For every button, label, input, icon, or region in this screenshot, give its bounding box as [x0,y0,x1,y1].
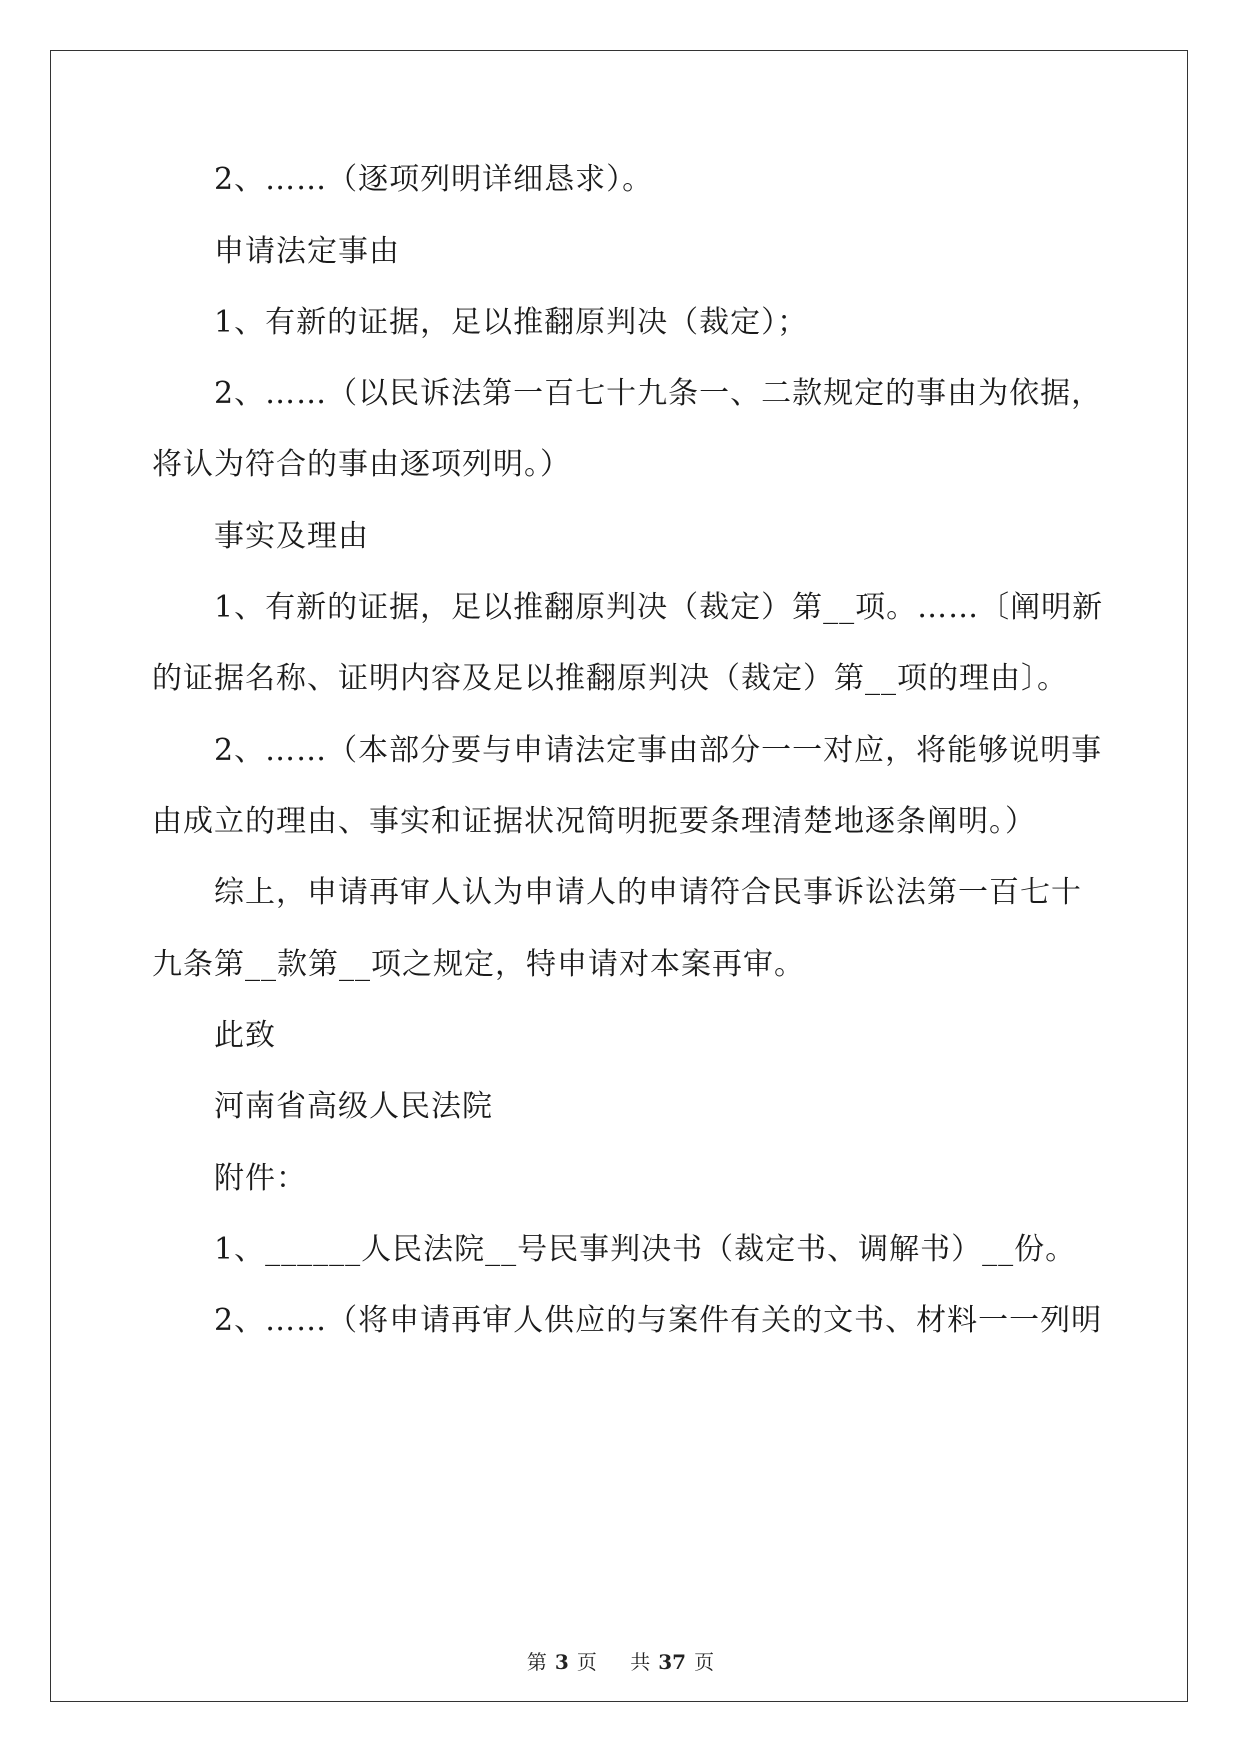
total-pages: 37 [658,1650,687,1674]
page-footer [0,1646,1241,1675]
paragraph-line: 将认为符合的事由逐项列明。） [152,447,571,482]
section-heading: 申请法定事由 [214,234,400,269]
footer-total-prefix: 共 [630,1650,651,1674]
paragraph-line: 1、有新的证据，足以推翻原判决（裁定）； [214,305,809,340]
salutation: 此致 [214,1018,276,1053]
paragraph-line: 2、……（本部分要与申请法定事由部分一一对应，将能够说明事 [214,733,1103,768]
paragraph-line: 的证据名称、证明内容及足以推翻原判决（裁定）第__项的理由〕。 [152,661,1068,696]
attachment-item: 1、______人民法院__号民事判决书（裁定书、调解书）__份。 [214,1232,1077,1267]
attachment-item: 2、……（将申请再审人供应的与案件有关的文书、材料一一列明 [214,1303,1103,1338]
section-heading: 事实及理由 [214,519,369,554]
footer-prefix: 第 [526,1650,547,1674]
paragraph-line: 1、有新的证据，足以推翻原判决（裁定）第__项。……〔阐明新 [214,590,1104,625]
paragraph-line: 2、……（以民诉法第一百七十九条一、二款规定的事由为依据， [214,376,1103,411]
page-number: 3 [554,1650,569,1674]
attachments-heading: 附件： [214,1161,307,1196]
addressee: 河南省高级人民法院 [214,1089,493,1124]
paragraph-line: 2、……（逐项列明详细恳求）。 [214,162,654,197]
paragraph-line: 由成立的理由、事实和证据状况简明扼要条理清楚地逐条阐明。） [152,804,1036,839]
footer-page-unit: 页 [576,1650,597,1674]
paragraph-line: 综上，申请再审人认为申请人的申请符合民事诉讼法第一百七十 [214,875,1082,910]
footer-total-unit: 页 [694,1650,715,1674]
paragraph-line: 九条第__款第__项之规定，特申请对本案再审。 [152,947,805,982]
